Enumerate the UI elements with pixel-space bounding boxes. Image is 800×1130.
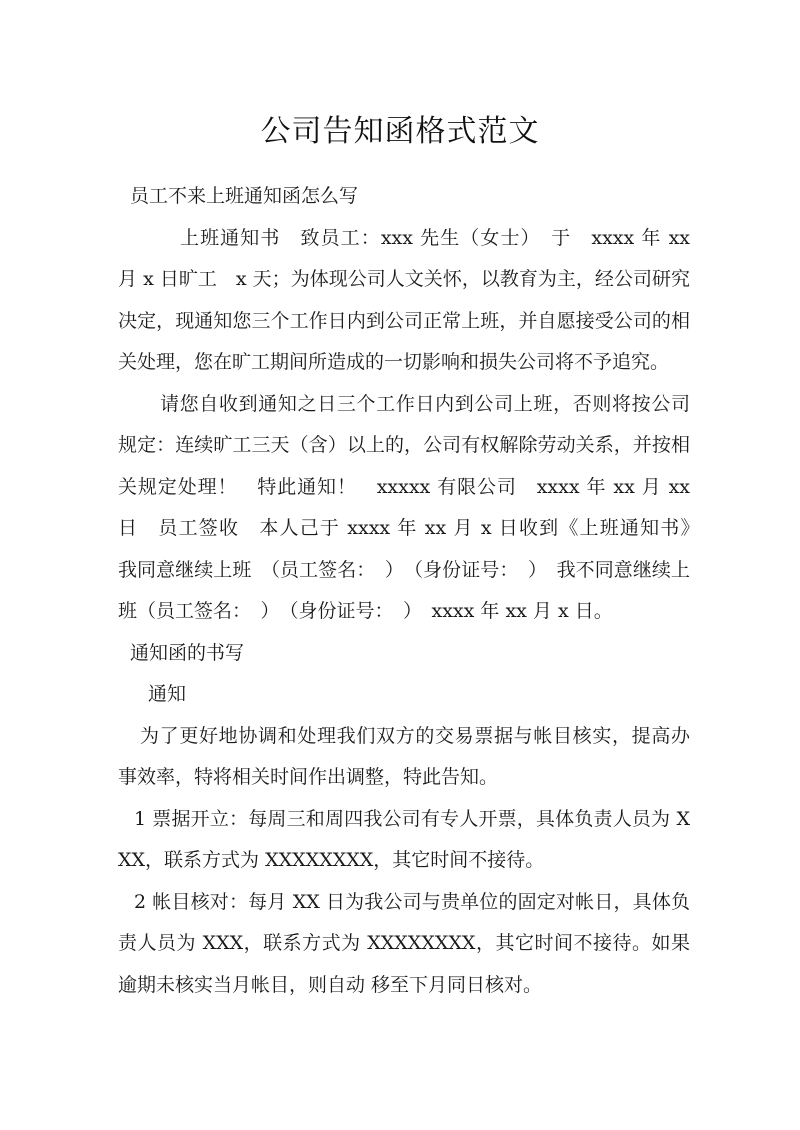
paragraph-return-to-work-notice: 上班通知书 致员工：xxx 先生（女士） 于 xxxx 年 xx 月 x 日旷工 x 天；为体现公司人文关怀，以教育为主，经公司研究决定，现通知您三个工作日内到公司正常上班，并自愿接受公司的相关处理，您在旷工期间所造成的一切影响和损失公司将不予追究。: [118, 226, 690, 373]
list-item-invoice: 1 票据开立：每周三和周四我公司有专人开票，具体负责人员为 XXX，联系方式为 XXXXXXXX，其它时间不接待。: [118, 807, 690, 871]
notice-label: 通知: [148, 683, 187, 705]
document-body: [118, 176, 710, 1006]
list-item-reconciliation: 2 帐目核对：每月 XX 日为我公司与贵单位的固定对帐日，具体负责人员为 XXX，联系方式为 XXXXXXXX，其它时间不接待。如果逾期未核实当月帐目，则自动 移至下月同日核对。: [118, 890, 690, 996]
paragraph-warning-and-signoff: 请您自收到通知之日三个工作日内到公司上班，否则将按公司规定：连续旷工三天（含）以上的，公司有权解除劳动关系，并按相关规定处理！ 特此通知！ xxxxx 有限公司 xxxx 年 xx 月 xx 日 员工签收 本人己于 xxxx 年 xx 月 x 日收到《上班通知书》 我同意继续上班 （员工签名： ） （身份证号： ） 我不同意继续上班（员工签名： ） （身份证号： ） xxxx 年 xx 月 x 日。: [118, 392, 710, 622]
page-title: 公司告知函格式范文: [260, 114, 540, 149]
section-heading-notice-writing: 通知函的书写: [130, 641, 245, 664]
paragraph-intro: 为了更好地协调和处理我们双方的交易票据与帐目核实，提高办事效率，特将相关时间作出调整，特此告知。: [118, 724, 690, 788]
section-heading-absence-notice: 员工不来上班通知函怎么写: [130, 185, 359, 207]
